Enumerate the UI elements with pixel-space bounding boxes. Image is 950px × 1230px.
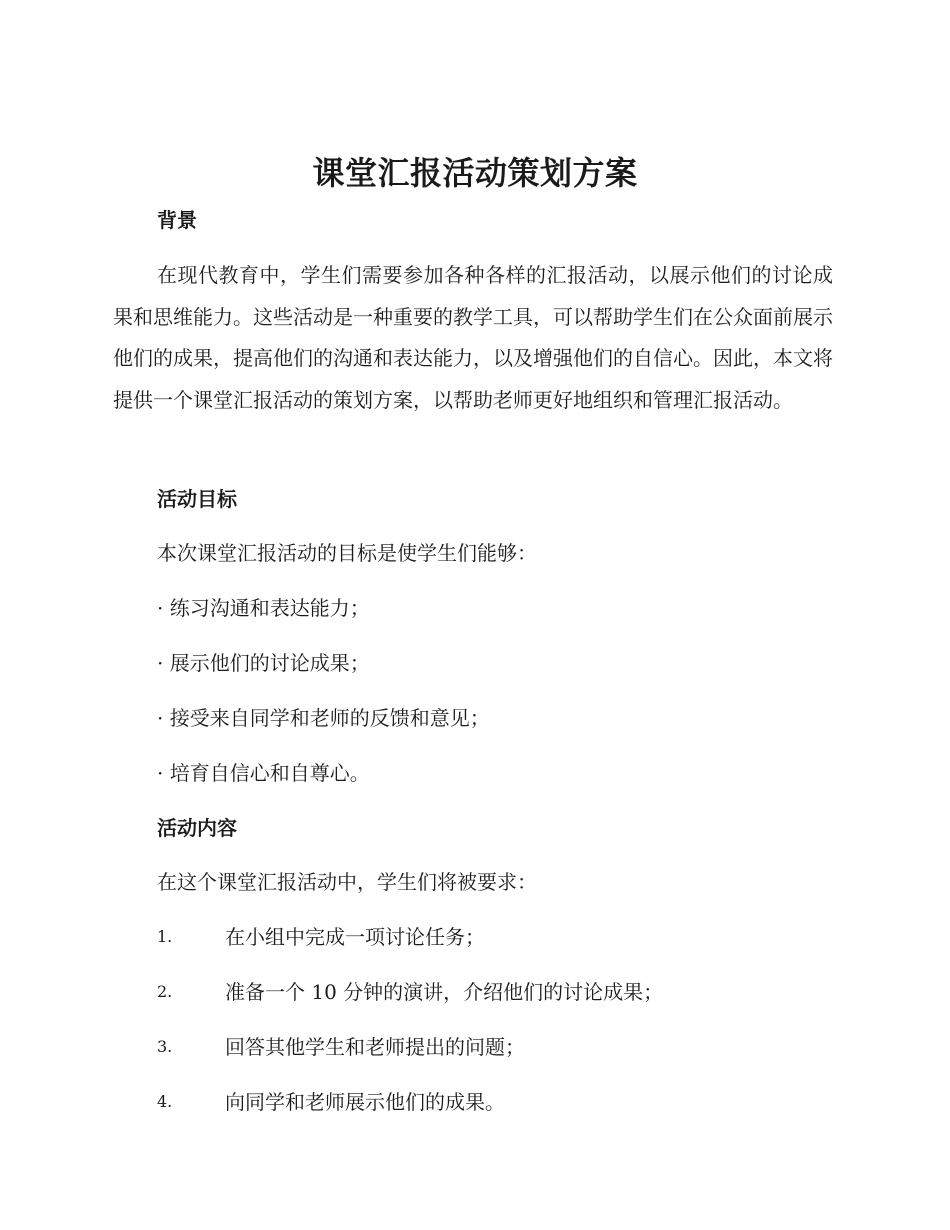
goals-list-item: · 展示他们的讨论成果； — [157, 651, 370, 675]
content-list-item: 准备一个 10 分钟的演讲，介绍他们的讨论成果； — [225, 980, 664, 1004]
content-intro: 在这个课堂汇报活动中，学生们将被要求： — [157, 870, 537, 894]
content-list-number: 2. — [157, 982, 173, 1001]
content-list-item: 回答其他学生和老师提出的问题； — [225, 1035, 525, 1059]
section-heading-goals: 活动目标 — [157, 487, 237, 511]
goals-list-item: · 练习沟通和表达能力； — [157, 596, 370, 620]
goals-list-item: · 培育自信心和自尊心。 — [157, 761, 370, 785]
goals-intro: 本次课堂汇报活动的目标是使学生们能够： — [157, 541, 537, 565]
content-list-item: 在小组中完成一项讨论任务； — [225, 925, 485, 949]
content-list-number: 3. — [157, 1037, 173, 1056]
section-heading-background: 背景 — [157, 208, 197, 232]
content-list-item: 向同学和老师展示他们的成果。 — [225, 1090, 505, 1114]
content-list-number: 1. — [157, 927, 173, 946]
section-heading-content: 活动内容 — [157, 816, 237, 840]
background-paragraph: 在现代教育中，学生们需要参加各种各样的汇报活动，以展示他们的讨论成果和思维能力。这些活动是一种重要的教学工具，可以帮助学生们在公众面前展示他们的成果，提高他们的沟通和表达能力，以及增强他们的自信心。因此，本文将提供一个课堂汇报活动的策划方案，以帮助老师更好地组织和管理汇报活动。 — [113, 263, 833, 412]
document-title: 课堂汇报活动策划方案 — [312, 154, 638, 192]
content-list-number: 4. — [157, 1092, 173, 1111]
goals-list-item: · 接受来自同学和老师的反馈和意见； — [157, 706, 490, 730]
